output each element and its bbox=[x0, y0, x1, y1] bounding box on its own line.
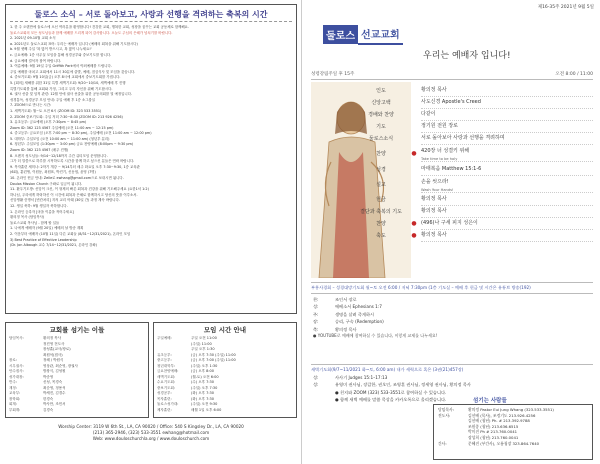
headline: 우리는 예배자 입니다! bbox=[423, 51, 511, 61]
footer-line: Worship Center: 3119 W 6th St., LA, CA 90020 / Office: 540 S Kingsley Dr., LA, CA 90020 bbox=[58, 424, 244, 429]
info-row bbox=[313, 318, 593, 325]
info-value: 박세진, 김경수 bbox=[43, 391, 66, 395]
info-row bbox=[313, 296, 593, 303]
info-value: 매월 1일 오후 6:00 bbox=[191, 407, 222, 412]
news-line: Zoom ID: 362 123 4567 (매주 진행) bbox=[10, 148, 69, 153]
info-label: 안수집사: bbox=[9, 369, 24, 373]
info-value: 장성희 (청년) 213.760.0041 bbox=[468, 434, 519, 440]
church-staff-rows bbox=[9, 336, 145, 413]
info-label: 중보기도회: bbox=[157, 385, 176, 390]
info-label: 축: bbox=[313, 326, 319, 332]
info-value: 영상관, 최순영, 장권사 bbox=[43, 363, 78, 368]
order-content-text: 마태복음 Matthew 15:1-6 bbox=[421, 165, 482, 172]
order-content-text: 손을 씻으라! bbox=[421, 178, 449, 185]
info-value: 정혜 / 박원식 bbox=[43, 358, 64, 362]
info-value: 조원종 (청년) 213.636.6515 bbox=[468, 423, 519, 429]
worship-order bbox=[355, 84, 593, 242]
info-value: (주일) 11:00 bbox=[191, 341, 212, 346]
servants-title: 섬기는 사람들 bbox=[473, 398, 507, 404]
info-label: 교육부: bbox=[9, 391, 21, 395]
news-line: 1. 나에게 예배자 (9월 20일) 예배의 날 방송 계획 bbox=[10, 226, 84, 231]
info-row bbox=[157, 408, 293, 414]
news-line: 신앙생활 증명서 [빈칸처리] 지켜 교리 아래 (30일 간) 과정 계속 바랍니다. bbox=[10, 198, 120, 203]
info-label: 주: bbox=[313, 311, 319, 317]
service-bar bbox=[311, 71, 593, 80]
info-value: 사사기 Judges 15:1–17:13 bbox=[335, 375, 388, 380]
info-label bbox=[313, 396, 335, 403]
order-dot: ● bbox=[411, 232, 417, 240]
order-content-text: 서로 돌아보아 사랑과 선행을 격려하며 bbox=[421, 135, 505, 142]
news-line: 10. 온라인 헌금 안내: Zelle로 ewhang@gmail.com으로 보내시면 됩니다. bbox=[10, 176, 124, 181]
issue-date: 제16-35주 2021년 9월 5일 bbox=[537, 5, 594, 10]
info-label: 찬: bbox=[313, 297, 319, 302]
church-logo bbox=[323, 24, 403, 44]
info-row bbox=[313, 381, 593, 388]
church-staff-box bbox=[5, 322, 149, 418]
news-line: Zoom ID: 362 123 4567 주일예배 (오전 11:00 am ~ 12:15 pm) bbox=[10, 125, 114, 130]
news-line: 6. 권사 선출 및 임직 관련: 12월 안에 권사 선출을 위한 공동의회를 열 예정입니다. bbox=[10, 92, 133, 97]
servants-box bbox=[433, 404, 593, 460]
early-prayer-line: 새벽기도회(9/7~11/2021 화~토, 6:00 am) 내가 세력으로 혹은 (3권(21)457장) bbox=[311, 364, 593, 373]
order-row bbox=[355, 205, 593, 217]
info-value: 승리, 구속 (Redemption) bbox=[335, 319, 384, 325]
info-label: 회계: bbox=[9, 402, 17, 406]
info-label: 장학회: bbox=[9, 396, 21, 401]
info-label: 제자훈련: bbox=[157, 407, 172, 412]
info-value: (금) 오후 7:00 (주일) 11:00 bbox=[191, 358, 236, 362]
info-row bbox=[313, 396, 593, 403]
info-value: (금) 오후 7:30 (주일) 11:00 bbox=[191, 352, 236, 357]
order-item: 둘로스소식 bbox=[368, 136, 394, 143]
order-row bbox=[355, 121, 593, 133]
news-line: 2. 2021년 09-10월 교회 소식 bbox=[10, 36, 56, 41]
info-value: 장성훈(교사/장로) bbox=[43, 347, 71, 351]
order-content bbox=[421, 132, 593, 145]
news-line: 5. [회의] 새해를 위한 31일 특별 새벽기도회: 9/20~10/10, 새벽예배 후 진행 bbox=[10, 80, 126, 85]
order-content-text: 황의정 목사 bbox=[421, 195, 447, 202]
news-line: 6. 청년부: 주일모임 (1:30pm ~ 3:00 pm) 금요 찬양예배 (8:00pm ~ 9:30 pm) bbox=[10, 142, 134, 147]
news-line: 둘로스교회 목사님 - 함께 할 일들 bbox=[10, 220, 60, 225]
info-value: 김선배 (청년) Ph. # 213.392.9788 bbox=[468, 418, 530, 424]
info-label: 목자훈련: bbox=[157, 396, 172, 401]
logo-part-a: 둘로스 bbox=[323, 25, 358, 44]
news-line: 12. 생일 축하: 9월 생일자 축하합니다. bbox=[10, 204, 68, 208]
info-value: 황의정 Pastor Eui Jung Whang (323.533.3551) bbox=[468, 407, 554, 412]
order-item: 인도 bbox=[376, 87, 386, 94]
news-line: 3. 유초등부: 금요예배 (오후 7:30pm ~ 8:45 pm) bbox=[10, 120, 87, 125]
info-value: 에베소서 Ephesians 1:7 bbox=[335, 304, 382, 310]
meeting-times-title: 모임 시간 안내 bbox=[203, 326, 247, 334]
order-item: 찬양 bbox=[376, 151, 386, 158]
news-line: 9. 목자훈련 세미나: 2학기 개강 ~ 9/14부터 매주 화요일 오후 7:30~9:30, 1층 교육관 bbox=[10, 164, 140, 169]
info-value: 신성, 목경숙 bbox=[43, 380, 63, 384]
worship-summary bbox=[313, 296, 593, 339]
info-value: (주일) 오후 7:30 bbox=[191, 385, 218, 390]
info-label: 금요찬양예배: bbox=[157, 369, 179, 373]
info-value: 정진영 전도사 bbox=[43, 341, 65, 346]
info-label: 수요기도회: bbox=[157, 380, 176, 384]
order-content bbox=[421, 205, 593, 218]
youtube-note: ● YOUTUBE로 예배에 참여하실 수 있습니다, 이렇게 교제를 나누세요! bbox=[313, 332, 438, 338]
news-line: 5. 대학부: 주일모임 (오전 10:00 am ~ 11:00 am) (청년부 분리) bbox=[10, 136, 110, 141]
info-value: 조인서 장로 bbox=[335, 297, 357, 302]
info-label: 간사: bbox=[438, 440, 447, 446]
early-prayer-rows bbox=[313, 374, 593, 404]
info-label: 성: bbox=[313, 382, 319, 388]
order-content-text: 황의정 목사 bbox=[421, 86, 447, 93]
footer-line: (213) 365-2946, (323) 533-3551 ewhang@hotmail.com bbox=[92, 430, 210, 435]
order-row bbox=[355, 133, 593, 145]
info-value: 주일 오전 11:00 bbox=[191, 336, 217, 340]
order-row bbox=[355, 96, 593, 108]
news-line: 2. 이음부터 예배자 (10월 11일) 다른 교회들 (8/31~12/31/2021), 온라인 모임 bbox=[10, 231, 131, 236]
order-content bbox=[421, 176, 593, 193]
order-item: 결단과 축복의 기도 bbox=[360, 208, 402, 215]
order-content bbox=[421, 145, 593, 162]
info-value: 생명을 살려 죽게하시 bbox=[335, 311, 375, 317]
footer-address bbox=[5, 424, 297, 442]
info-value: (화) 오후 7:30 bbox=[191, 391, 214, 395]
info-value: (금) 오후 8:00 bbox=[191, 369, 214, 373]
info-row bbox=[438, 441, 588, 447]
news-line: 8. 오렌지 성도님들: 9/14~12/18까지 주간 큐티모임 운영합니다. bbox=[10, 153, 108, 158]
info-label: 주일예배: bbox=[157, 336, 172, 340]
info-value: 주일 오후 1:30 bbox=[191, 347, 215, 351]
info-label: 성: bbox=[313, 375, 319, 380]
meeting-times-box bbox=[153, 322, 297, 418]
info-label: 새벽기도회: bbox=[157, 374, 176, 379]
news-line: 7. ZOOM으로 만나는 시간: bbox=[10, 103, 52, 108]
info-value: (주일) 오전 9:30 bbox=[191, 402, 218, 406]
info-value: (수) 오후 7:30 bbox=[191, 380, 214, 384]
news-line: 특별기도회를 통해 교회와 가정, 그리고 우리 자신을 위해 기도합시다. bbox=[10, 86, 113, 91]
info-value: 김경숙 bbox=[43, 407, 54, 412]
news-line: 그가 더 말씀으로 하루를 시작하도록 시간을 함께 하고 싶으신 분들은 연락 바랍니다. bbox=[10, 159, 135, 164]
order-content-text: 다같이 bbox=[421, 110, 436, 117]
info-label: 시무권사: bbox=[9, 363, 24, 368]
order-row bbox=[355, 175, 593, 193]
news-line: d. 금요예배 결석자 참여 바랍니다. bbox=[10, 58, 62, 63]
order-dot: ● bbox=[411, 150, 417, 158]
info-row bbox=[313, 374, 593, 381]
info-value: (화) 오후 7:30 bbox=[191, 396, 214, 401]
info-label: 담임목사: bbox=[438, 407, 454, 412]
order-row bbox=[355, 84, 593, 96]
news-line: Doulos Mission Church 구좌로 입금이 됩니다. bbox=[10, 181, 83, 186]
info-label: 유초등부: bbox=[157, 352, 172, 357]
news-line: b. 9월 셋째 주일 '복 많이 받으시고, 복 많이 나누세요!' bbox=[10, 47, 92, 52]
news-line: (Dr. Jon Albaugh 교수 7/14~12/31/2021, 온라인 강좌) bbox=[10, 243, 98, 248]
service-season: 성령강림주일 후 15주 bbox=[311, 72, 355, 77]
order-item: 성경 bbox=[376, 166, 386, 173]
info-label: 장로: bbox=[9, 358, 17, 362]
order-content bbox=[421, 108, 593, 121]
news-line: 황의정 목사 (담임목사) bbox=[10, 215, 45, 220]
order-content-text: 사도신경 Apostle's Creed bbox=[421, 98, 481, 105]
info-value: ● 친지와 ZOOM (323) 533-3551로 참여하실 수 있습니다. bbox=[335, 389, 447, 395]
order-content bbox=[421, 84, 593, 97]
prayer-meeting-line: 부흥사경회 – 성경대망기도회 월~토 오전 6:00 / 저녁 7:30pm (1층 기도실 – 예배 후 헌금 및 시간은 유튜브 방송(192) bbox=[311, 282, 593, 294]
order-content bbox=[421, 217, 593, 230]
order-content-text: 420장 너 성결키 위해 bbox=[421, 148, 470, 155]
news-line: 4. 중보기도회: 9월 10일(금) 오후 8시에 교회에서 중보기도회를 가집니다. bbox=[10, 75, 121, 80]
footer-line: Web: www.douloschurchla.org / www.douloschurch.com bbox=[92, 436, 210, 441]
news-line: 성경통독, 성경공부 모임 안내: 주일 예배 후 1층 소그룹실 bbox=[10, 97, 96, 102]
info-label bbox=[313, 389, 335, 396]
info-row bbox=[313, 389, 593, 396]
info-value: 최원석(집사) bbox=[43, 352, 63, 357]
news-box bbox=[5, 4, 297, 314]
order-row bbox=[355, 145, 593, 163]
info-label: 반주: bbox=[9, 380, 17, 384]
info-value: 문혜진 (부간사), 오름청장 323.864.7640 bbox=[468, 440, 540, 446]
order-content-sub: Take time to be holy bbox=[421, 157, 458, 162]
right-panel bbox=[303, 4, 596, 460]
order-content-text: 황의정 목사 bbox=[421, 207, 447, 214]
info-value: (월-토) 오전 6:00 bbox=[191, 374, 219, 379]
info-label: 성경공부: bbox=[157, 391, 172, 395]
info-value: 방창식, 김성원 bbox=[43, 369, 66, 373]
church-staff-title: 교회를 섬기는 이들 bbox=[49, 326, 105, 334]
order-content bbox=[421, 120, 593, 133]
order-row bbox=[355, 218, 593, 230]
worship-summary-rows bbox=[313, 296, 593, 333]
news-line: 3. 여름예배: 9월 19일 주일 Griffith Park에서 야외예배를 드립니다. bbox=[10, 64, 112, 69]
order-content-sub: Wash Your Hands! bbox=[421, 187, 454, 192]
info-value: 김선배 (목사), 조정기도 213.926.4256 bbox=[468, 412, 536, 418]
info-value: 최순영, 정용석 bbox=[43, 385, 66, 390]
news-line: 11. 환우기도방: 신앙이 크신, 이 형제의 빠른 회복과 건강을 위해 기도해주세요 (요한1서 1:2) bbox=[10, 187, 149, 192]
info-label: 담임목사: bbox=[9, 336, 24, 340]
order-item: 설교 bbox=[376, 181, 386, 188]
meeting-times-rows bbox=[157, 336, 293, 413]
info-value: 박사만, 조민서 bbox=[43, 402, 66, 406]
info-row bbox=[313, 311, 593, 318]
news-line: 4. 중고등부: 금요모임 (오후 7:00 pm ~ 8:30 pm), 주일예배 (오전 11:00 am ~ 12:00 pm) bbox=[10, 131, 152, 136]
order-item: 축도 bbox=[376, 233, 386, 240]
info-row bbox=[313, 326, 593, 333]
order-content bbox=[421, 229, 593, 242]
info-label: 성가대장: bbox=[9, 374, 24, 379]
news-line: 1. 온라인 등록자 [마을 이름을 적어주세요] bbox=[10, 209, 74, 214]
news-title: 둘로스 소식 – 서로 돌아보고, 사랑과 선행을 격려하는 축복의 시간 bbox=[10, 8, 292, 22]
info-value: 유영미 권사님, 장갑한, 권오인, 조영훈 권사님, 정세영 권사님, 황의정 목사 bbox=[335, 382, 471, 388]
info-value: 황의정 목사 bbox=[335, 326, 357, 332]
service-times: 오전 8:00 / 11:00 bbox=[555, 72, 593, 77]
info-value: (주일) 오후 1:30 bbox=[191, 363, 218, 368]
order-item: 헌금 bbox=[376, 196, 386, 203]
news-line: 2. ZOOM 중보기도회: 주일 저녁 7:30~8:30 (ZOOM ID: 213 926 4256) bbox=[10, 114, 123, 119]
news-line: (6회), 훈련생, 이원동, 최원표, 박진기, 신동엽, 윤영 (7명) bbox=[10, 170, 96, 175]
order-dot: ● bbox=[411, 220, 417, 228]
order-row bbox=[355, 193, 593, 205]
news-lines bbox=[10, 25, 292, 249]
news-line: 주일 예배를 마치고 교회에서 11시 30분에 출발, 예배, 점심식사 및 모임을 갖습니다. bbox=[10, 69, 136, 74]
info-value: 한경숙 bbox=[43, 396, 54, 401]
info-label: 전도사: bbox=[438, 412, 451, 418]
news-line: 1. 한 주 오랜만에 둘로스에 오신 여러분을 환영합니다! 건강한 교회, 행복한 교회, 성장을 꿈꾸는 교회 공동체로 함께해요. bbox=[10, 25, 190, 29]
info-label: 재정: bbox=[9, 385, 17, 390]
left-panel bbox=[5, 4, 297, 460]
logo-part-b: 선교교회 bbox=[358, 24, 403, 45]
news-line: a. 2021년도 둘로스교회 표어: 우리는 예배자 입니다 (예배의 회복을 위해 기도합시다) bbox=[10, 41, 138, 46]
order-content bbox=[421, 163, 593, 176]
info-value: 황의정 목사 bbox=[43, 336, 62, 340]
order-content bbox=[421, 96, 593, 109]
news-line: 둘로스교회의 모든 성도님들과 함께 예배를 드리게 되어 감사합니다. 오늘도 주님의 은혜가 넘치기를 바랍니다. bbox=[10, 30, 173, 35]
order-item: 경배와 찬양 bbox=[368, 111, 394, 118]
news-line: c. 금요예배: 1층 사무실 모임을 통해 성경공부와 중보기도를 합니다. bbox=[10, 52, 112, 57]
news-line: 하나님, 우리에게 허락하신 이 시간에 회복과 은혜로 함께하시고 당신의 뜻을 이루소서. bbox=[10, 192, 138, 197]
info-label: 부회계: bbox=[9, 407, 21, 412]
news-line: 3) Best Practice of Effective Leadership bbox=[10, 237, 77, 242]
order-content bbox=[421, 193, 593, 206]
fold-line bbox=[301, 0, 302, 464]
order-row bbox=[355, 163, 593, 175]
info-value: ● 함께 새벽 예배를 말씀 묵상을 카카오톡으로 올리겠습니다. bbox=[335, 397, 447, 403]
info-label: 중고등부: bbox=[157, 358, 172, 362]
info-value: 박준영 bbox=[43, 374, 54, 379]
info-label: 청년대학부: bbox=[157, 363, 176, 368]
info-row bbox=[9, 408, 145, 414]
info-label: 성: bbox=[313, 304, 319, 310]
order-item: 찬양 bbox=[376, 221, 386, 228]
info-label: 장: bbox=[313, 319, 319, 325]
order-content-text: 황의정 목사 bbox=[421, 232, 447, 239]
order-item: 신앙고백 bbox=[371, 99, 391, 106]
order-row bbox=[355, 108, 593, 120]
order-row bbox=[355, 230, 593, 242]
info-row bbox=[313, 303, 593, 310]
order-content-text: 정기원 전원 장로 bbox=[421, 123, 458, 130]
order-item: 기도 bbox=[376, 124, 386, 131]
info-value: 박미진 Ph # 213.760.0041 bbox=[468, 429, 518, 435]
news-line: 1. 새벽기도회: 월~토 오전 6시 (ZOOM ID: 323 533 3551) bbox=[10, 108, 102, 113]
order-content-text: (496)나 구세 피지 성은이 bbox=[421, 220, 478, 227]
info-label: 둘로스성가대: bbox=[157, 402, 179, 406]
